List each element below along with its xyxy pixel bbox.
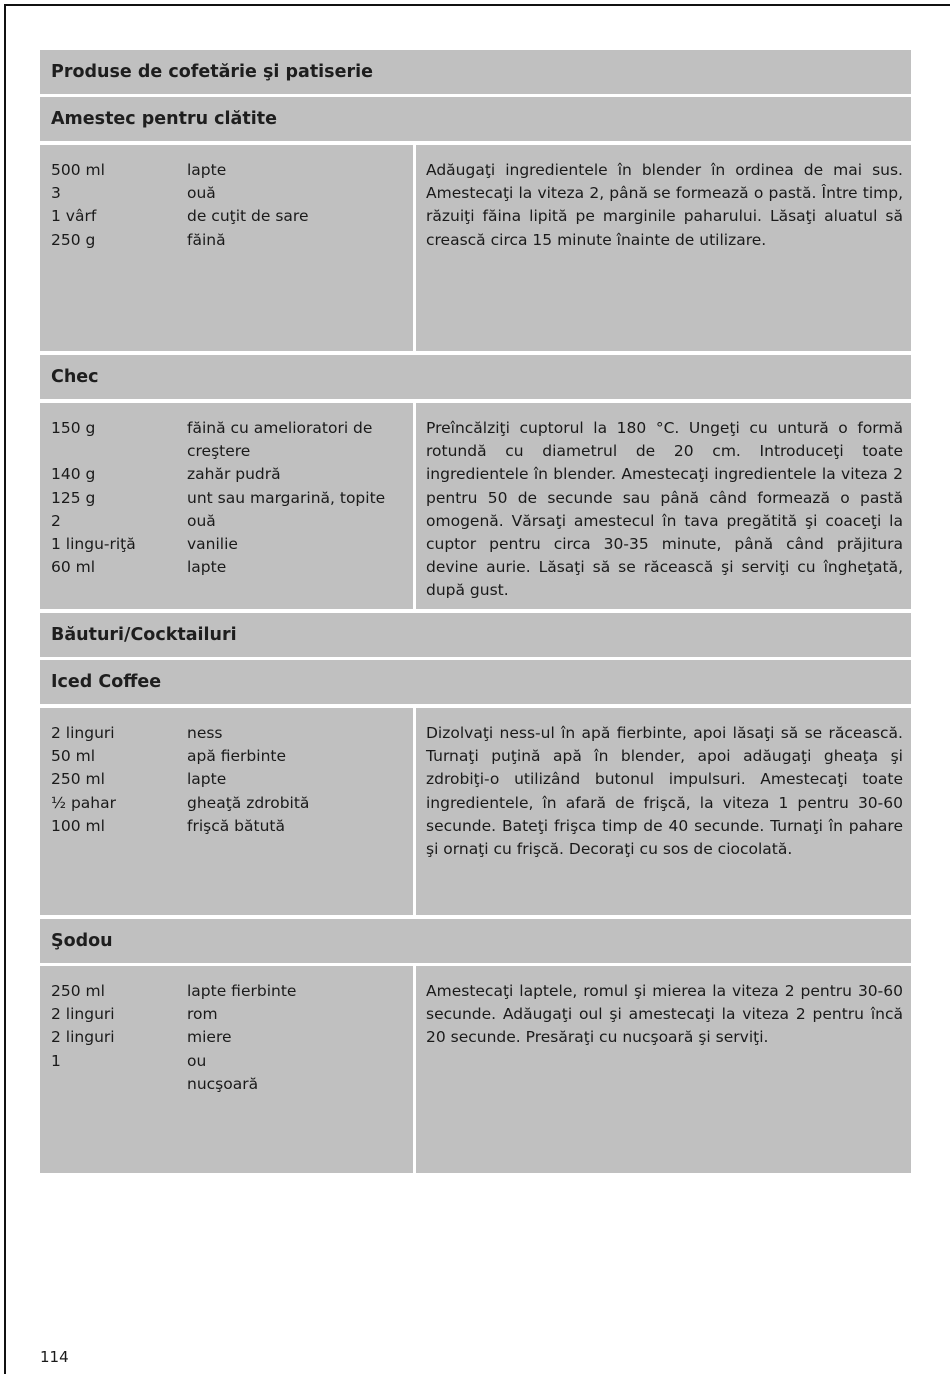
ingredient-item: rom <box>187 1005 218 1024</box>
instructions-panel <box>416 966 911 1173</box>
ingredient-qty: ½ pahar <box>51 793 116 812</box>
ingredients-panel <box>40 966 413 1173</box>
ingredient-qty: 2 <box>51 511 61 530</box>
ingredient-qty: 1 vârf <box>51 207 97 226</box>
instructions-text: Amestecaţi laptele, romul şi mierea la viteza 2 pentru 30-60 secunde. Adăugaţi oul şi amestecaţi la viteza 2 pentru încă 20 secunde. Presăraţi cu nucşoară şi serviţi. <box>426 982 903 1047</box>
ingredients-panel <box>40 708 413 915</box>
ingredient-item: frişcă bătută <box>187 816 285 835</box>
ingredient-row <box>51 510 407 533</box>
ingredient-item: unt sau margarină, topite <box>187 488 386 507</box>
instructions-panel <box>416 145 911 351</box>
ingredient-qty: 140 g <box>51 465 96 484</box>
ingredient-qty: 50 ml <box>51 747 96 766</box>
page-frame-top <box>4 4 950 6</box>
ingredient-row <box>51 1003 407 1026</box>
ingredient-item: lapte <box>187 770 227 789</box>
ingredients-list <box>51 980 407 1096</box>
ingredient-qty: 2 linguri <box>51 1028 115 1047</box>
ingredient-row <box>51 417 407 463</box>
ingredient-qty <box>51 1073 187 1096</box>
ingredient-qty: 60 ml <box>51 558 96 577</box>
ingredient-item: ouă <box>187 511 216 530</box>
ingredients-panel <box>40 403 413 609</box>
heading-text: Amestec pentru clătite <box>51 109 277 129</box>
recipe-heading <box>40 97 911 141</box>
ingredient-row <box>51 792 407 815</box>
heading-text: Produse de cofetărie şi patiserie <box>51 62 373 82</box>
ingredient-row <box>51 556 407 579</box>
ingredient-item: vanilie <box>187 535 238 554</box>
instructions-panel <box>416 708 911 915</box>
recipe-body <box>40 708 911 915</box>
ingredient-item: gheaţă zdrobită <box>187 793 310 812</box>
ingredient-item: miere <box>187 1028 232 1047</box>
ingredient-item: lapte <box>187 558 227 577</box>
ingredient-qty: 250 ml <box>51 982 105 1000</box>
instructions-text: Dizolvaţi ness-ul în apă fierbinte, apoi lăsaţi să se răcească. Turnaţi puţină apă în blender, apoi adăugaţi gheaţa şi zdrobiţi-o utilizând butonul impulsuri. Amestecaţi toate ingredientele, în afară de frişcă, la viteza 1 pentru 30-60 secunde. Bateţi frişca timp de 40 secunde. Turnaţi în pahare şi ornaţi cu frişcă. Decoraţi cu sos de ciocolată. <box>426 724 903 859</box>
ingredient-qty: 2 linguri <box>51 1005 115 1024</box>
ingredient-qty: 125 g <box>51 488 96 507</box>
ingredient-item: făină <box>187 230 226 249</box>
ingredients-list <box>51 722 407 838</box>
recipe-body <box>40 403 911 609</box>
recipe-body <box>40 966 911 1173</box>
instructions-text: Adăugaţi ingredientele în blender în ordinea de mai sus. Amestecaţi la viteza 2, până se formează o pastă. Între timp, răzuiţi făina lipită pe marginile paharului. Lăsaţi aluatul să crească circa 15 minute înainte de utilizare. <box>426 161 903 249</box>
instructions-panel <box>416 403 911 609</box>
ingredient-row <box>51 980 407 1003</box>
ingredient-qty: 250 ml <box>51 770 105 789</box>
ingredient-row <box>51 745 407 768</box>
section-heading <box>40 613 911 657</box>
ingredient-row <box>51 768 407 791</box>
recipe-heading <box>40 919 911 963</box>
ingredient-item: zahăr pudră <box>187 465 281 484</box>
ingredient-row <box>51 205 407 228</box>
ingredient-qty: 150 g <box>51 419 96 437</box>
ingredient-row <box>51 1050 407 1073</box>
heading-text: Şodou <box>51 931 113 951</box>
recipe-heading <box>40 355 911 399</box>
ingredient-item: nucşoară <box>187 1074 259 1093</box>
ingredient-qty: 1 <box>51 1051 61 1070</box>
recipe-body <box>40 145 911 351</box>
ingredients-list <box>51 159 407 252</box>
ingredient-qty: 100 ml <box>51 816 105 835</box>
ingredient-row <box>51 487 407 510</box>
ingredient-row <box>51 1073 407 1096</box>
ingredient-item: lapte fierbinte <box>187 982 297 1000</box>
page-frame-left <box>4 4 6 1374</box>
ingredient-row <box>51 815 407 838</box>
ingredients-panel <box>40 145 413 351</box>
ingredient-qty: 2 linguri <box>51 724 115 742</box>
ingredient-row <box>51 229 407 252</box>
ingredient-row <box>51 182 407 205</box>
ingredients-list <box>51 417 407 579</box>
heading-text: Băuturi/Cocktailuri <box>51 625 237 645</box>
instructions-text: Preîncălziţi cuptorul la 180 °C. Ungeţi cu untură o formă rotundă cu diametrul de 20 cm. Introduceţi toate ingredientele în blender. Amestecaţi ingredientele la viteza 2 pentru 50 de secunde sau până când formează o pastă omogenă. Vărsaţi amestecul în tava pregătită şi coaceţi la cuptor pentru circa 30-35 minute, până când prăjitura devine aurie. Lăsaţi să se răcească şi serviţi cu îngheţată, după gust. <box>426 419 903 600</box>
section-heading <box>40 50 911 94</box>
ingredient-qty: 3 <box>51 184 61 203</box>
ingredient-row <box>51 159 407 182</box>
ingredient-row <box>51 533 407 556</box>
ingredient-item: ness <box>187 724 223 742</box>
ingredient-item: ou <box>187 1051 207 1070</box>
heading-text: Iced Coffee <box>51 672 162 692</box>
ingredient-item: lapte <box>187 161 227 179</box>
page-number: 114 <box>40 1348 69 1366</box>
ingredient-item: de cuţit de sare <box>187 207 309 226</box>
ingredient-row <box>51 463 407 486</box>
recipe-heading <box>40 660 911 704</box>
ingredient-item: făină cu amelioratori de creştere <box>187 419 373 461</box>
ingredient-qty: 250 g <box>51 230 96 249</box>
ingredient-row <box>51 722 407 745</box>
ingredient-item: apă fierbinte <box>187 747 287 766</box>
ingredient-qty: 1 lingu-riţă <box>51 535 136 554</box>
heading-text: Chec <box>51 367 99 387</box>
ingredient-item: ouă <box>187 184 216 203</box>
ingredient-qty: 500 ml <box>51 161 105 179</box>
ingredient-row <box>51 1026 407 1049</box>
